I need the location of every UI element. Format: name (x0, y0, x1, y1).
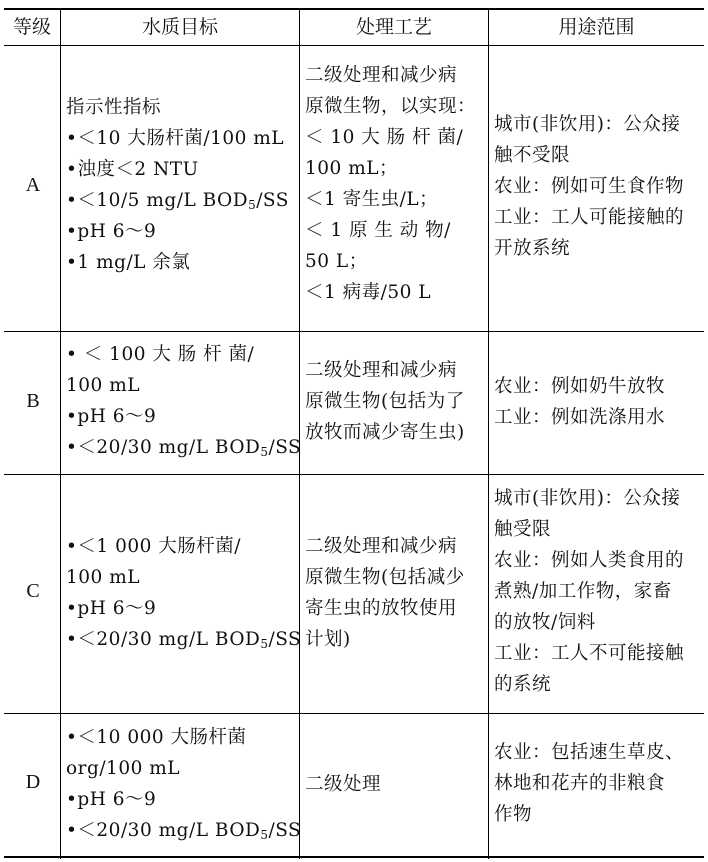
cell-line-text: •＜20/30 mg/L BOD (66, 437, 261, 458)
header-bottom-rule (4, 45, 704, 46)
cell-line: •＜10 000 大肠杆菌 (66, 727, 247, 748)
cell-line: ＜ 1 原 生 动 物/ (305, 220, 451, 241)
cell-line: ＜1 病毒/50 L (305, 282, 432, 303)
cell-line: 100 mL； (305, 158, 399, 179)
cell-line: 计划) (305, 629, 351, 650)
header-usage: 用途范围 (558, 16, 635, 38)
cell-line: 原微生物(包括减少 (305, 567, 465, 588)
cell-line: 城市(非饮用)：公众接 (494, 488, 681, 509)
grade-cell: B (26, 390, 40, 412)
header-process: 处理工艺 (355, 16, 432, 38)
cell-line-text: /SS (268, 820, 302, 841)
subscript: 5 (260, 637, 269, 651)
cell-line: •pH 6～9 (66, 789, 157, 810)
cell-line: •＜1 000 大肠杆菌/ (66, 536, 241, 557)
table-top-rule (4, 8, 704, 10)
cell-line: 二级处理和减少病 (305, 536, 458, 557)
cell-line: 的放牧/饲料 (494, 612, 596, 633)
subscript: 5 (248, 198, 257, 212)
cell-line (66, 185, 289, 216)
column-divider (488, 8, 489, 859)
grade-cell: D (25, 771, 41, 793)
cell-line: 原微生物(包括为了 (305, 391, 465, 412)
cell-line: ＜1 寄生虫/L； (305, 189, 439, 210)
header-water-quality: 水质目标 (141, 16, 218, 38)
header-grade: 等级 (12, 16, 51, 38)
cell-line: 二级处理 (305, 774, 382, 795)
cell-line: 寄生虫的放牧使用 (305, 598, 458, 619)
cell-line: 作物 (494, 804, 533, 825)
row-divider (4, 331, 704, 332)
cell-line: •pH 6～9 (66, 598, 157, 619)
subscript: 5 (260, 828, 269, 842)
cell-line: •＜10 大肠杆菌/100 mL (66, 128, 285, 149)
row-divider (4, 713, 704, 714)
cell-line: 林地和花卉的非粮食 (494, 773, 666, 794)
cell-line-text: /SS (256, 190, 289, 211)
grade-cell: C (26, 580, 40, 602)
cell-line: 50 L； (305, 251, 368, 272)
cell-line: 二级处理和减少病 (305, 65, 458, 86)
cell-line: •浊度＜2 NTU (66, 159, 199, 180)
cell-line: 触受限 (494, 519, 552, 540)
cell-line: • ＜ 100 大 肠 杆 菌/ (66, 344, 255, 365)
cell-line: 农业：例如奶牛放牧 (494, 376, 666, 397)
table-bottom-rule (4, 856, 704, 858)
cell-line: org/100 mL (66, 758, 181, 779)
cell-line-text: /SS (268, 629, 302, 650)
column-divider (60, 8, 61, 859)
cell-line: 指示性指标 (66, 97, 162, 118)
cell-line (66, 624, 301, 655)
cell-line: 触不受限 (494, 145, 571, 166)
cell-line: •1 mg/L 余氯 (66, 252, 191, 273)
cell-line: ＜ 10 大 肠 杆 菌/ (305, 127, 464, 148)
cell-line: 农业：例如可生食作物 (494, 176, 685, 197)
cell-line: 城市(非饮用)：公众接 (494, 114, 681, 135)
cell-line: 煮熟/加工作物，家畜 (494, 581, 672, 602)
cell-line: 工业：工人不可能接触 (494, 643, 685, 664)
cell-line: 原微生物，以实现： (305, 96, 477, 117)
cell-line: 工业：工人可能接触的 (494, 207, 685, 228)
cell-line: 100 mL (66, 567, 141, 588)
cell-line-text: •＜10/5 mg/L BOD (66, 190, 249, 211)
cell-line: •pH 6～9 (66, 406, 157, 427)
cell-line: 农业：包括速生草皮、 (494, 742, 685, 763)
cell-line: 100 mL (66, 375, 141, 396)
row-divider (4, 474, 704, 475)
cell-line: 放牧而减少寄生虫) (305, 422, 465, 443)
cell-line-text: /SS (268, 437, 302, 458)
cell-line-text: •＜20/30 mg/L BOD (66, 820, 261, 841)
cell-line: 二级处理和减少病 (305, 360, 458, 381)
cell-line (66, 815, 301, 846)
cell-line-text: •＜20/30 mg/L BOD (66, 629, 261, 650)
cell-line: 开放系统 (494, 238, 571, 259)
cell-line: •pH 6～9 (66, 221, 157, 242)
grade-cell: A (25, 174, 41, 196)
subscript: 5 (260, 445, 269, 459)
cell-line (66, 432, 301, 463)
cell-line: 农业：例如人类食用的 (494, 550, 685, 571)
cell-line: 工业：例如洗涤用水 (494, 407, 666, 428)
cell-line: 的系统 (494, 674, 552, 695)
